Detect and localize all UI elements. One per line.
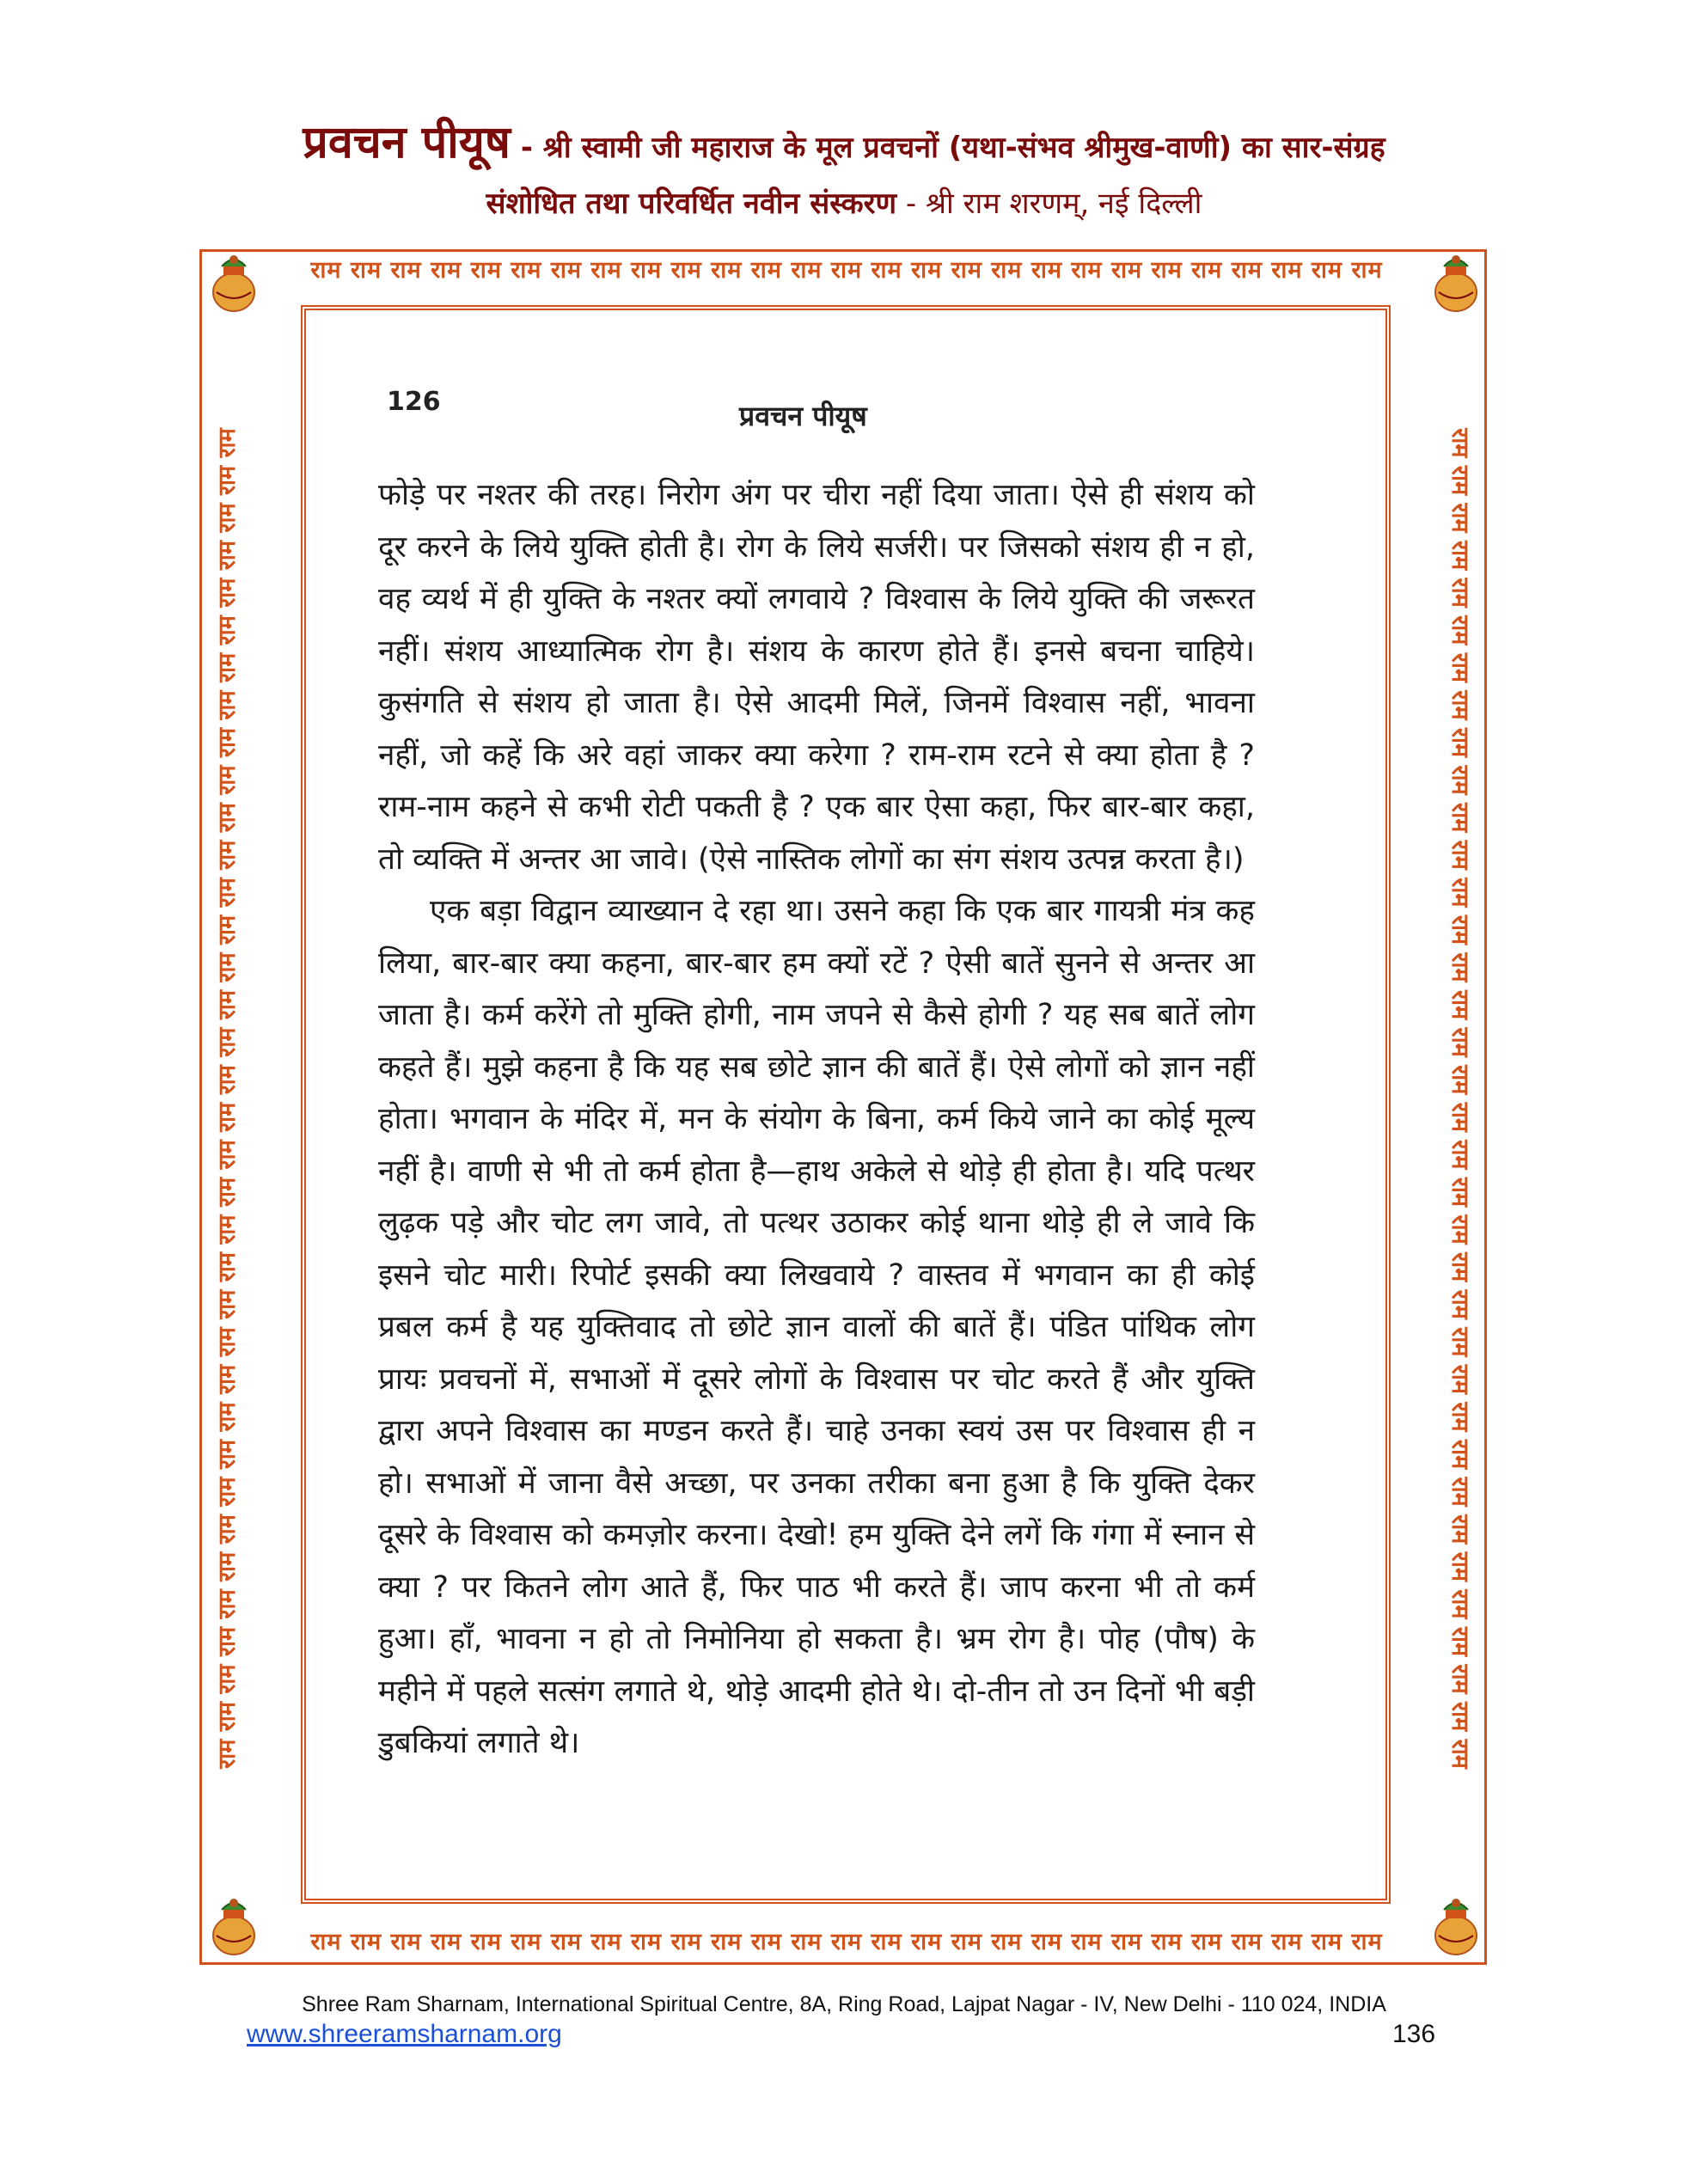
border-left-ram-text: राम राम राम राम राम राम राम राम राम राम राम राम राम राम राम राम राम राम राम राम राम राम राम राम राम राम राम राम राम राम राम राम राम राम राम राम	[214, 428, 241, 1769]
header-edition-line	[0, 182, 1688, 222]
footer-page-number: 136	[1392, 2020, 1436, 2048]
border-bottom-ram-text: राम राम राम राम राम राम राम राम राम राम राम राम राम राम राम राम राम राम राम राम राम राम राम राम राम राम राम	[310, 1929, 1383, 1955]
paragraph: एक बड़ा विद्वान व्याख्यान दे रहा था। उसने कहा कि एक बार गायत्री मंत्र कह लिया, बार-बार क्या कहना, बार-बार हम क्यों रटें ? ऐसी बातें सुनने से अन्तर आ जाता है। कर्म करेंगे तो मुक्ति होगी, नाम जपने से कैसे होगी ? यह सब बातें लोग कहते हैं। मुझे कहना है कि यह सब छोटे ज्ञान की बातें हैं। ऐसे लोगों को ज्ञान नहीं होता। भगवान के मंदिर में, मन के संयोग के बिना, कर्म किये जाने का कोई मूल्य नहीं है। वाणी से भी तो कर्म होता है—हाथ अकेले से थोड़े ही होता है। यदि पत्थर लुढ़क पड़े और चोट लग जावे, तो पत्थर उठाकर कोई थाना थोड़े ही ले जावे कि इसने चोट मारी। रिपोर्ट इसकी क्या लिखवाये ? वास्तव में भगवान का ही कोई प्रबल कर्म है यह युक्तिवाद तो छोटे ज्ञान वालों की बातें हैं। पंडित पांथिक लोग प्रायः प्रवचनों में, सभाओं में दूसरे लोगों के विश्वास पर चोट करते हैं और युक्ति द्वारा अपने विश्वास का मण्डन करते हैं। चाहे उनका स्वयं उस पर विश्वास ही न हो। सभाओं में जाना वैसे अच्छा, पर उनका तरीका बना हुआ है कि युक्ति देकर दूसरे के विश्वास को कमज़ोर करना। देखो! हम युक्ति देने लगें कि गंगा में स्नान से क्या ? पर कितने लोग आते हैं, फिर पाठ भी करते हैं। जाप करना भी तो कर्म हुआ। हाँ, भावना न हो तो निमोनिया हो सकता है। भ्रम रोग है। पोह (पौष) के महीने में पहले सत्संग लगाते थे, थोड़े आदमी होते थे। दो-तीन तो उन दिनों भी बड़ी डुबकियां लगाते थे।	[378, 894, 1255, 1760]
scan-body-text	[378, 469, 1255, 1770]
website-link[interactable]: www.shreeramsharnam.org	[247, 2020, 562, 2048]
kalash-icon	[1428, 254, 1483, 316]
border-right-ram-text: राम राम राम राम राम राम राम राम राम राम राम राम राम राम राम राम राम राम राम राम राम राम राम राम राम राम राम राम राम राम राम राम राम राम राम राम	[1446, 428, 1473, 1769]
header-title-line	[0, 110, 1688, 171]
title-separator: -	[511, 131, 543, 165]
footer-address: Shree Ram Sharnam, International Spiritual Centre, 8A, Ring Road, Lajpat Nagar - IV, New Delhi - 110 024, INDIA	[302, 1992, 1386, 2016]
book-title: प्रवचन पीयूष	[303, 117, 511, 168]
edition-label: संशोधित तथा परिवर्धित नवीन संस्करण	[486, 187, 897, 221]
scan-page-number: 126	[387, 387, 441, 417]
kalash-icon	[1428, 1898, 1483, 1960]
border-top-ram-text: राम राम राम राम राम राम राम राम राम राम राम राम राम राम राम राम राम राम राम राम राम राम राम राम राम राम राम	[310, 257, 1383, 284]
kalash-icon	[206, 1898, 261, 1960]
book-subtitle: श्री स्वामी जी महाराज के मूल प्रवचनों (यथा-संभव श्रीमुख-वाणी) का सार-संग्रह	[542, 131, 1385, 165]
paragraph: फोड़े पर नश्तर की तरह। निरोग अंग पर चीरा नहीं दिया जाता। ऐसे ही संशय को दूर करने के लिये युक्ति होती है। रोग के लिये सर्जरी। पर जिसको संशय ही न हो, वह व्यर्थ में ही युक्ति के नश्तर क्यों लगवाये ? विश्वास के लिये युक्ति की जरूरत नहीं। संशय आध्यात्मिक रोग है। संशय के कारण होते हैं। इनसे बचना चाहिये। कुसंगति से संशय हो जाता है। ऐसे आदमी मिलें, जिनमें विश्वास नहीं, भावना नहीं, जो कहें कि अरे वहां जाकर क्या करेगा ? राम-राम रटने से क्या होता है ? राम-नाम कहने से कभी रोटी पकती है ? एक बार ऐसा कहा, फिर बार-बार कहा, तो व्यक्ति में अन्तर आ जावे। (ऐसे नास्तिक लोगों का संग संशय उत्पन्न करता है।)	[378, 478, 1255, 877]
scan-running-title: प्रवचन पीयूष	[739, 400, 867, 432]
kalash-icon	[206, 254, 261, 316]
edition-publisher: - श्री राम शरणम्, नई दिल्ली	[896, 187, 1202, 221]
